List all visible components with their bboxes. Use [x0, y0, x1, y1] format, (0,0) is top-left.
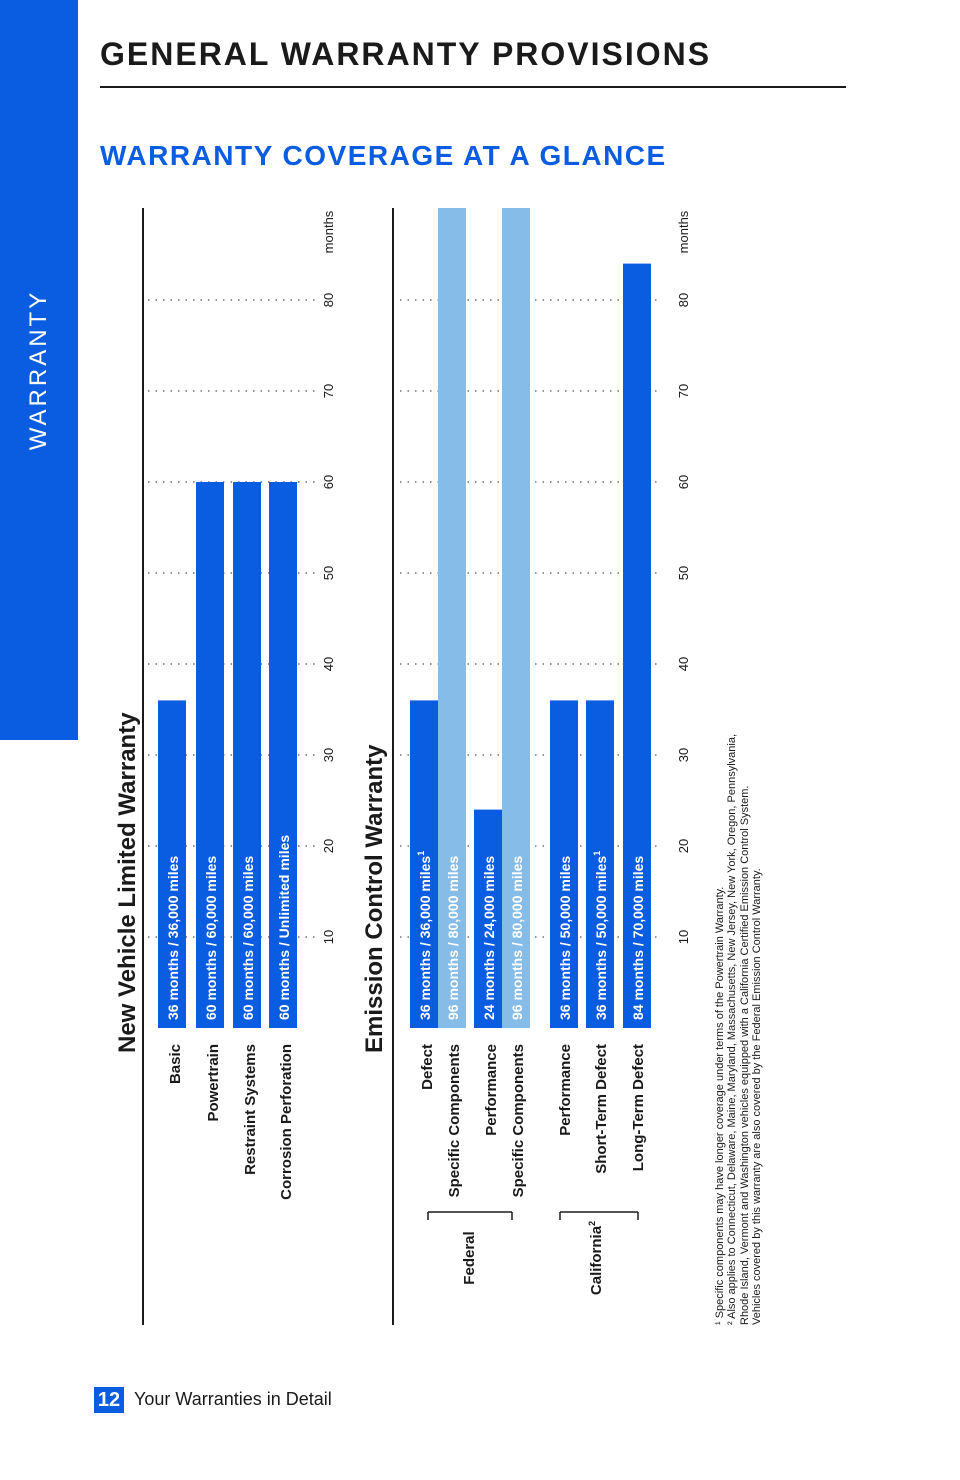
category-label: Performance — [483, 1044, 500, 1136]
tick-label: 60 — [321, 474, 336, 490]
tick-label: 40 — [321, 656, 336, 672]
bar-label: 24 months / 24,000 miles — [481, 855, 497, 1020]
bar-label: 96 months / 80,000 miles — [509, 855, 525, 1020]
bar-label: 36 months / 50,000 miles$^1$ — [592, 850, 609, 1020]
footnote: Vehicles covered by this warranty are also covered by the Federal Emission Control Warranty. — [751, 868, 763, 1325]
tick-label: 20 — [321, 838, 336, 854]
tick-label: 50 — [676, 565, 691, 581]
tick-label: 70 — [321, 383, 336, 399]
bar-label: 36 months / 36,000 miles$^1$ — [416, 850, 433, 1020]
category-label: Basic — [167, 1044, 184, 1085]
group-label-federal: Federal — [461, 1231, 478, 1285]
category-label: Restraint Systems — [242, 1044, 259, 1175]
bar-label: 60 months / 60,000 miles — [240, 855, 256, 1020]
category-label: Performance — [557, 1044, 574, 1136]
category-label: Long-Term Defect — [630, 1044, 647, 1172]
tick-label: 30 — [321, 747, 336, 763]
category-label: Corrosion Perforation — [278, 1044, 295, 1200]
footnote: ¹ Specific components may have longer coverage under terms of the Powertrain Warranty. — [714, 886, 726, 1325]
tick-label: 50 — [321, 565, 336, 581]
footnote: ² Also applies to Connecticut, Delaware, Maine, Maryland, Massachusetts, New Jersey, New York, Oregon, Pennsylvania, — [726, 733, 738, 1325]
section-title: WARRANTY COVERAGE AT A GLANCE — [100, 140, 667, 171]
category-label: Specific Components — [510, 1044, 527, 1198]
bar-label: 60 months / 60,000 miles — [203, 855, 219, 1020]
bar-label: 60 months / Unlimited miles — [276, 834, 292, 1020]
category-label: Short-Term Defect — [593, 1044, 610, 1174]
federal-bracket — [428, 1212, 512, 1220]
bar-label: 96 months / 80,000 miles — [445, 855, 461, 1020]
tick-label: 10 — [676, 929, 691, 945]
tick-label: 70 — [676, 383, 691, 399]
page-number: 12 — [94, 1387, 124, 1413]
category-label: Specific Components — [446, 1044, 463, 1198]
tick-label: 80 — [676, 292, 691, 308]
bar-label: 36 months / 50,000 miles — [557, 855, 573, 1020]
tick-label: 10 — [321, 929, 336, 945]
footnote: Rhode Island, Vermont and Washington vehicles equipped with a California Certified Emission Control System. — [739, 785, 751, 1325]
tick-label: 30 — [676, 747, 691, 763]
bar-label: 36 months / 36,000 miles — [165, 855, 181, 1020]
tick-label: 80 — [321, 292, 336, 308]
category-label: Defect — [419, 1044, 436, 1090]
axis-label: months — [676, 210, 691, 254]
tick-label: 20 — [676, 838, 691, 854]
chart-title: New Vehicle Limited Warranty — [114, 712, 141, 1053]
bar-label: 84 months / 70,000 miles — [630, 855, 646, 1020]
group-label-california: California$^2$ — [587, 1220, 605, 1296]
axis-label: months — [321, 210, 336, 254]
chart-title: Emission Control Warranty — [361, 744, 388, 1053]
page-title: GENERAL WARRANTY PROVISIONS — [100, 36, 712, 72]
side-tab-label: WARRANTY — [25, 289, 52, 451]
tick-label: 60 — [676, 474, 691, 490]
footer-title: Your Warranties in Detail — [134, 1389, 332, 1409]
california-bracket — [560, 1212, 638, 1220]
category-label: Powertrain — [205, 1044, 222, 1122]
tick-label: 40 — [676, 656, 691, 672]
